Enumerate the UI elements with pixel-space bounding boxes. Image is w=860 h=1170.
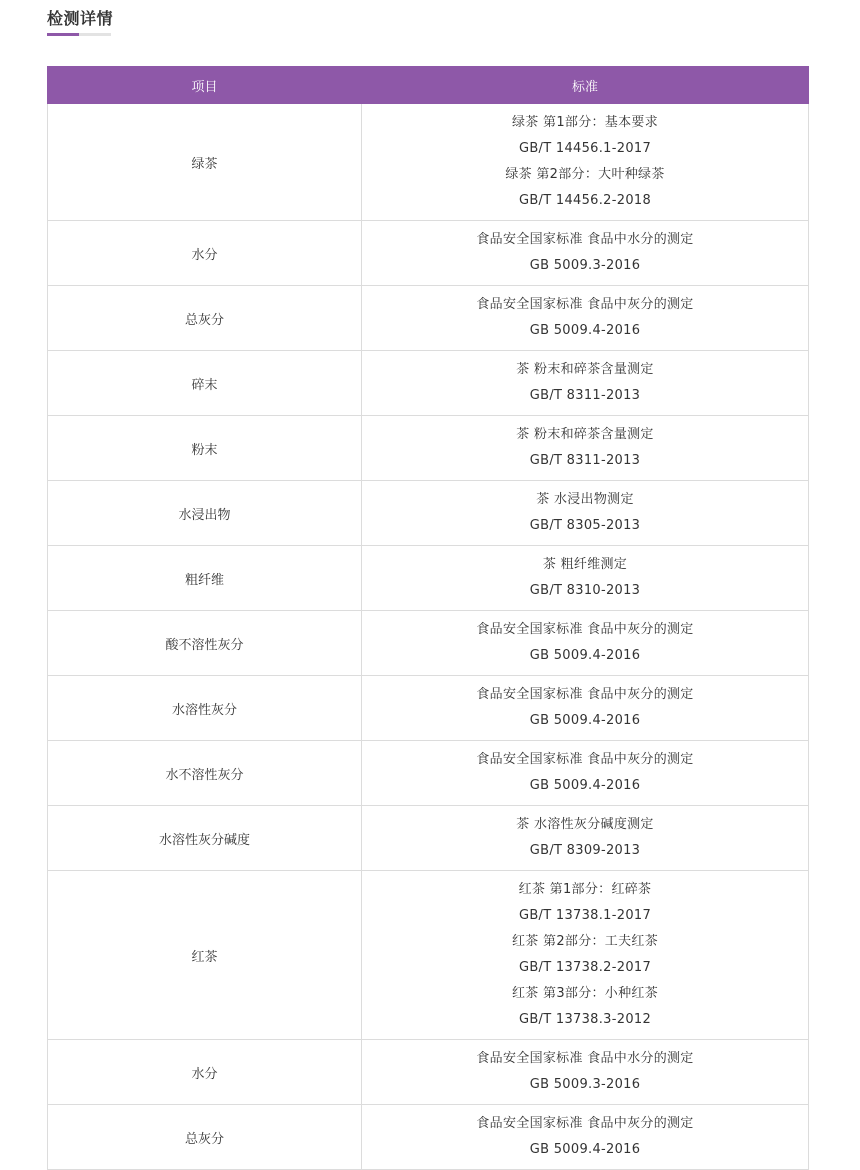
standard-code: GB/T 13738.2-2017 — [518, 960, 652, 975]
standard-title: 食品安全国家标准 食品中灰分的测定 — [476, 622, 694, 637]
item-cell: 水不溶性灰分 — [48, 741, 362, 806]
standard-code: GB/T 14456.1-2017 — [518, 141, 652, 156]
item-cell: 水分 — [48, 221, 362, 286]
title-underline — [47, 33, 111, 36]
standard-cell — [362, 741, 809, 806]
standard-cell — [362, 1105, 809, 1170]
item-cell: 总灰分 — [48, 286, 362, 351]
standard-code: GB/T 8305-2013 — [529, 518, 641, 533]
title-underline-accent — [47, 33, 79, 36]
column-header-item: 项目 — [48, 67, 362, 104]
table-body — [48, 104, 809, 1170]
standard-cell — [362, 351, 809, 416]
standard-code: GB 5009.3-2016 — [529, 1077, 641, 1092]
standard-title: 茶 水溶性灰分碱度测定 — [516, 817, 654, 832]
standard-title: 食品安全国家标准 食品中水分的测定 — [476, 232, 694, 247]
standard-cell — [362, 481, 809, 546]
standard-title: 绿茶 第1部分：基本要求 — [511, 115, 658, 130]
table-row — [48, 221, 809, 286]
table-row — [48, 481, 809, 546]
standard-code: GB/T 13738.1-2017 — [518, 908, 652, 923]
standard-title: 食品安全国家标准 食品中水分的测定 — [476, 1051, 694, 1066]
item-cell: 总灰分 — [48, 1105, 362, 1170]
standard-cell — [362, 806, 809, 871]
item-cell: 碎末 — [48, 351, 362, 416]
table-row — [48, 741, 809, 806]
standard-code: GB/T 8311-2013 — [529, 453, 641, 468]
table-row — [48, 871, 809, 1040]
standard-code: GB/T 8310-2013 — [529, 583, 641, 598]
detail-table — [47, 66, 809, 1170]
table-header-row — [48, 67, 809, 104]
standard-cell — [362, 286, 809, 351]
standard-code: GB/T 8309-2013 — [529, 843, 641, 858]
standard-title: 食品安全国家标准 食品中灰分的测定 — [476, 752, 694, 767]
item-cell: 粉末 — [48, 416, 362, 481]
standard-cell — [362, 1040, 809, 1105]
standard-cell — [362, 871, 809, 1040]
standard-code: GB 5009.4-2016 — [529, 778, 641, 793]
table-row — [48, 611, 809, 676]
standard-title: 绿茶 第2部分：大叶种绿茶 — [505, 167, 665, 182]
standard-code: GB/T 14456.2-2018 — [518, 193, 652, 208]
standard-code: GB/T 13738.3-2012 — [518, 1012, 652, 1027]
item-cell: 绿茶 — [48, 104, 362, 221]
standard-code: GB 5009.4-2016 — [529, 323, 641, 338]
item-cell: 水溶性灰分 — [48, 676, 362, 741]
item-cell: 酸不溶性灰分 — [48, 611, 362, 676]
standard-code: GB 5009.4-2016 — [529, 1142, 641, 1157]
standard-cell — [362, 611, 809, 676]
table-row — [48, 351, 809, 416]
table-row — [48, 1105, 809, 1170]
standard-code: GB 5009.4-2016 — [529, 648, 641, 663]
standard-title: 食品安全国家标准 食品中灰分的测定 — [476, 297, 694, 312]
standard-cell — [362, 416, 809, 481]
item-cell: 水溶性灰分碱度 — [48, 806, 362, 871]
item-cell: 红茶 — [48, 871, 362, 1040]
table-row — [48, 1040, 809, 1105]
standard-cell — [362, 104, 809, 221]
table-row — [48, 806, 809, 871]
standard-title: 红茶 第2部分：工夫红茶 — [511, 934, 658, 949]
standard-title: 茶 粗纤维测定 — [542, 557, 628, 572]
standard-title: 食品安全国家标准 食品中灰分的测定 — [476, 687, 694, 702]
table-row — [48, 104, 809, 221]
standard-title: 食品安全国家标准 食品中灰分的测定 — [476, 1116, 694, 1131]
standard-cell — [362, 221, 809, 286]
standard-code: GB 5009.4-2016 — [529, 713, 641, 728]
item-cell: 水分 — [48, 1040, 362, 1105]
standard-title: 红茶 第1部分：红碎茶 — [518, 882, 652, 897]
item-cell: 粗纤维 — [48, 546, 362, 611]
table-row — [48, 546, 809, 611]
standard-code: GB/T 8311-2013 — [529, 388, 641, 403]
standard-title: 红茶 第3部分：小种红茶 — [511, 986, 658, 1001]
standard-code: GB 5009.3-2016 — [529, 258, 641, 273]
section-title: 检测详情 — [47, 9, 114, 28]
standard-title: 茶 粉末和碎茶含量测定 — [516, 362, 654, 377]
standard-cell — [362, 546, 809, 611]
table-row — [48, 676, 809, 741]
table-row — [48, 416, 809, 481]
standard-cell — [362, 676, 809, 741]
table-row — [48, 286, 809, 351]
item-cell: 水浸出物 — [48, 481, 362, 546]
column-header-standard: 标准 — [362, 67, 809, 104]
standard-title: 茶 粉末和碎茶含量测定 — [516, 427, 654, 442]
standard-title: 茶 水浸出物测定 — [536, 492, 634, 507]
